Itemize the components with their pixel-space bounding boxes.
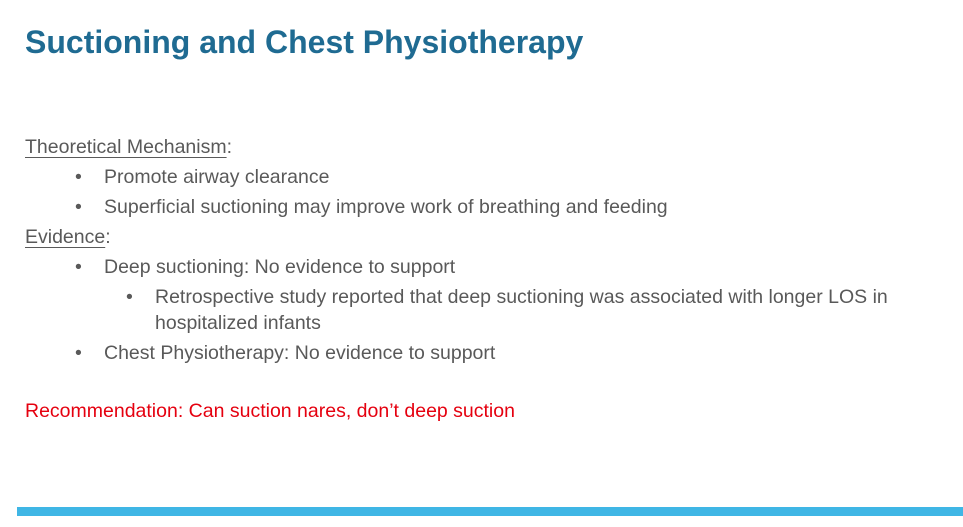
section-heading-evidence xyxy=(25,222,945,252)
footer-accent-bar xyxy=(17,507,963,516)
recommendation-text: Recommendation: Can suction nares, don’t deep suction xyxy=(25,400,515,422)
sub-bullet-text: Retrospective study reported that deep suctioning was associated with longer LOS in hospitalized infants xyxy=(155,286,888,334)
slide-title: Suctioning and Chest Physiotherapy xyxy=(25,24,584,60)
slide-body xyxy=(25,132,945,368)
bullet-dot-icon: • xyxy=(75,256,82,278)
sub-bullet-item xyxy=(25,282,945,338)
bullet-text: Promote airway clearance xyxy=(104,166,330,188)
section-heading-colon: : xyxy=(105,226,111,248)
bullet-dot-icon: • xyxy=(75,196,82,218)
bullet-dot-icon: • xyxy=(126,286,133,308)
section-heading-colon: : xyxy=(226,136,233,158)
bullet-text: Chest Physiotherapy: No evidence to support xyxy=(104,342,496,364)
bullet-dot-icon: • xyxy=(75,342,82,364)
bullet-item xyxy=(25,162,945,192)
bullet-text: Deep suctioning: No evidence to support xyxy=(104,256,456,278)
bullet-item xyxy=(25,338,945,368)
bullet-item xyxy=(25,192,945,222)
section-heading-label: Evidence xyxy=(25,226,106,248)
bullet-item xyxy=(25,252,945,282)
section-heading-label: Theoretical Mechanism xyxy=(25,136,227,158)
bullet-dot-icon: • xyxy=(75,166,82,188)
section-heading-mechanism xyxy=(25,132,945,162)
bullet-text: Superficial suctioning may improve work of breathing and feeding xyxy=(104,196,668,218)
